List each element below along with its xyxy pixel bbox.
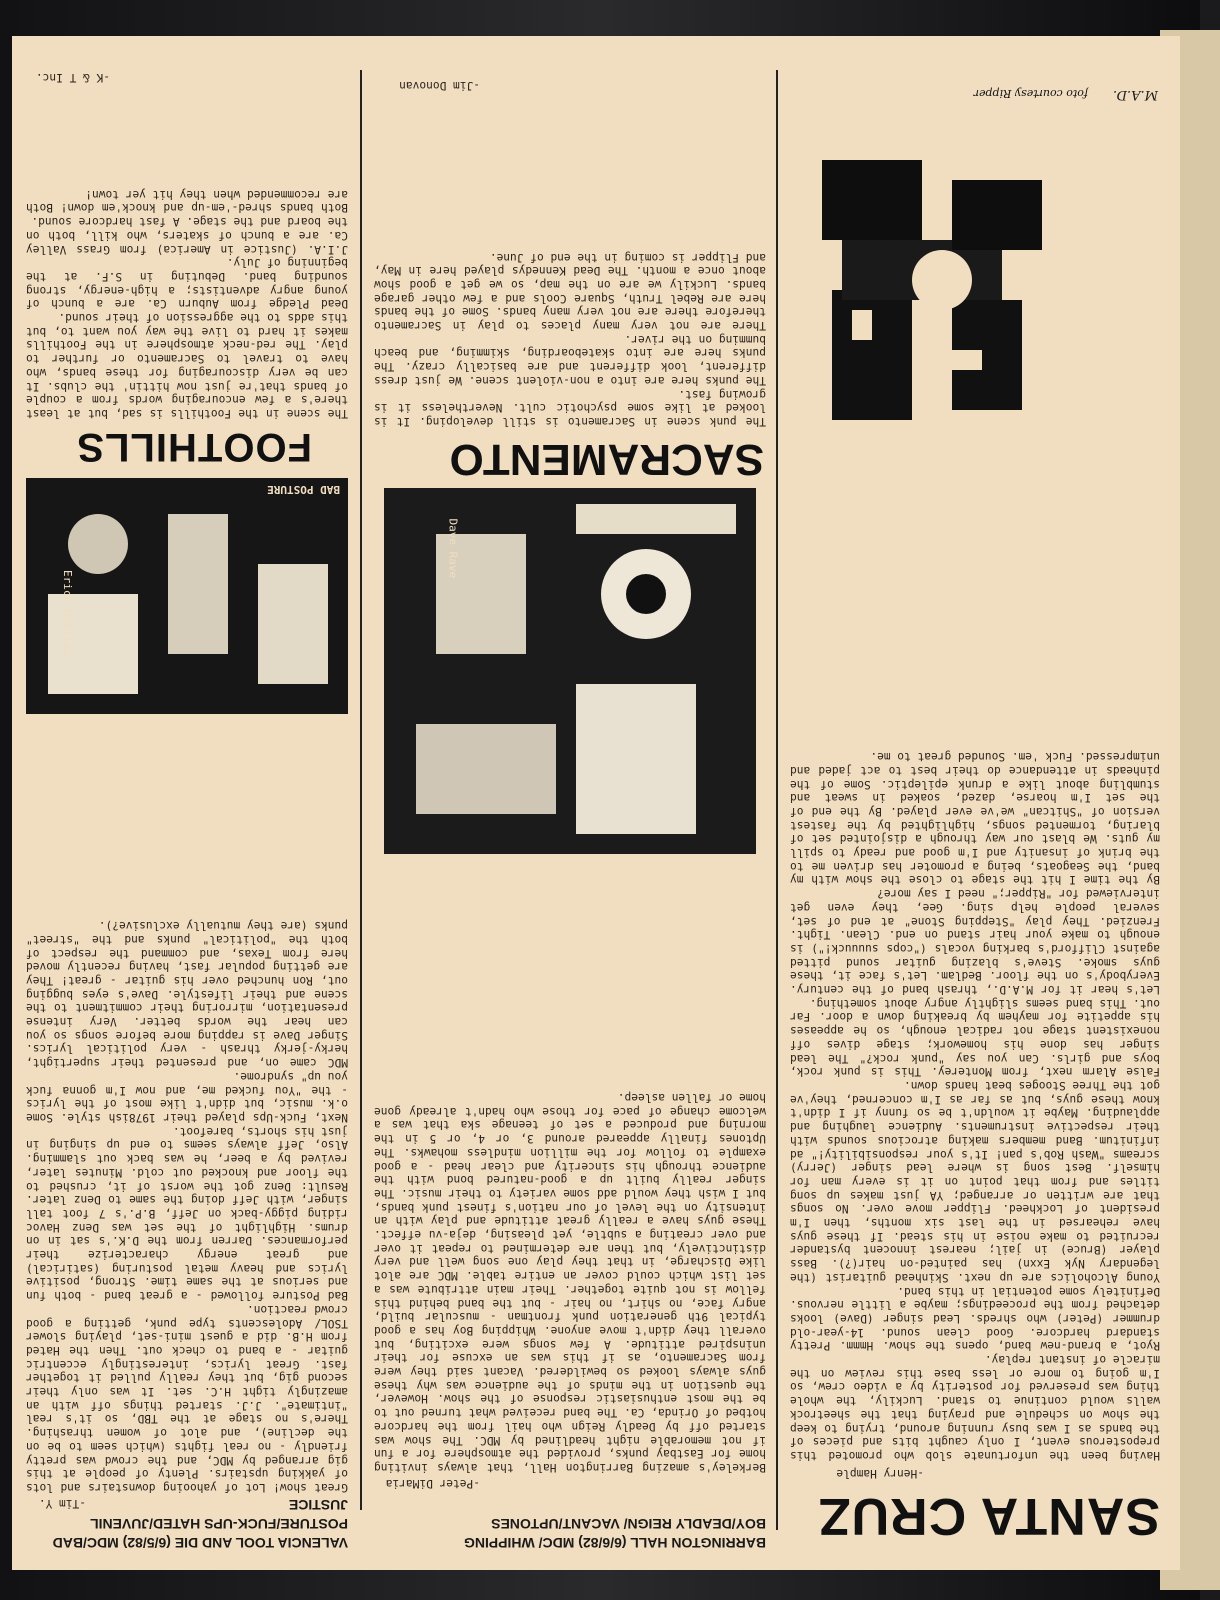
mad-photo	[798, 144, 1062, 430]
valencia-byline: -Tim Y.	[38, 1497, 86, 1510]
sacramento-byline: -Jim Donovan	[399, 79, 480, 92]
mad-photo-credit: foto courtesy Ripper	[973, 87, 1088, 100]
foothills-title: FOOTHILLS	[76, 425, 312, 469]
sacramento-title: SACRAMENTO	[449, 435, 764, 484]
bad-posture-credit-left: Erich Mueller	[61, 570, 74, 657]
sacramento-body: The punk scene in Sacramento is still developing. It is looked at like some psychotic cult. Nevertheless it is growing fast. The punks here are into a non-violent scene. We just dress different, look different and are basically crazy. The punks here are into skateboarding, skimming, and beach bumming on the river. There are not very many places to play in Sacramento therefore there are not very many bands. Some of the bands here are Rebel Truth, Square Cools and a few other garage bands. Luckily we are on the map, so we get a good show about once a month. The Dead Kennedys played here in May, and Flipper is coming in the end of June.	[374, 250, 766, 428]
valencia-header: VALENCIA TOOL AND DIE (6/5/82) MDC/BAD POSTURE/FUCK-UPS HATED/JUVENIL JUSTICE	[52, 1497, 348, 1551]
santa-cruz-title: SANTA CRUZ	[817, 1487, 1160, 1545]
barrington-body: Berkeley's amazing Barrington Hall, that always inviting home for Eastbay punks, provided the atmosphere for a fun if not memorable night headlined by MDC. The show was started off by Deadly Reign who hail from the hardcore hotbed of Orinda, Ca. The band received what turned out to be the most enthusiastic response of the show. However, the question in the minds of the audience was why these guys always looked so bewildered. Vacant said they were from Sacramento, as if this was an excuse for their uninspired attitude. A few songs were exciting, but overall they didn't move anyone. Whipping Boy has a good typical 9th generation punk frontman - muscular build, angry face, no shirt, no hair - but the band behind this fellow is not quite together. Their main attribute was a set list which could cover an entire table. MDC are alot like Discharge, in that they play one song well and very distinctively, but then are determined to repeat it over and over creating a subtle, yet pleasing, deja-vu effect. These guys have a really great attitude and play with an intensity on the level of our nation's finest punk bands, but I wish they would add some variety to their music. The singer really built up a good-natured bond with the audience through his sincerity and clear head - a good example to follow for the million mindless mohawks. The Uptones finally appeared around 3, or 4, or 5 in the morning and produced a set of teenage ska that was a welcome change of pace for those who hadn't already gone home or fallen asleep.	[367, 1091, 766, 1474]
dave-rave-image	[384, 488, 756, 854]
column-rule-right	[360, 70, 362, 1510]
foothills-body: The scene in the Foothills is sad, but at least there's a few encouraging words from a couple of bands that're just now hittin' the clubs. It can be very discouraging for these bands, who have to travel to Sacramento or further to play. The red-neck atmosphere in the Foothills makes it hard to live the way you want to, but this adds to the aggression of their sound. Dead Pledge from Auburn Ca. are a bunch of young angry adventists; a high-energy, strong sounding band. Debuting in S.F. at the beginning of July. J.I.A. (Justice in America) from Grass Valley Ca. are a bunch of skaters, who kill, both on the board and the stage. A fast hardcore sound. Both bands shred-'em-up and knock'em down! Both are recommended when they hit yer town!	[26, 187, 348, 420]
mad-caption: M.A.D.	[1112, 87, 1158, 102]
valencia-body: Great show! Lot of yahooing downstairs and lots of yakking upstairs. Plenty of people at this gig arranged by MDC, and the crowd was pretty friendly - no real fights (which seem to be on the decline), and alot of women thrashing. There's no stage at the TBD, so it's real "intimate". J.J. started things off with an amazingly tight H.C. set. It was only their second gig, but they really pulled it together fast. Great lyrics, interestingly eccentric guitar - a band to check out. Then the Hated from H.B. did a guest mini-set, playing slower TSOL/ Adolescents type punk, getting a good crowd reaction. Bad Posture followed - a great band - both fun and serious at the same time. Strong, positive lyrics and heavy metal posturing (satirical) and great energy characterize their performances. Darren from the D.K.'s sat in on drums. Highlight of the set was Denz Havoc riding piggy-back on Jeff, B.P.'s 7 foot tall singer, with Jeff doing the same to Denz later. Result: Denz got the worst of it, crushed to the floor and knocked out cold. Minutes later, revived by a beer, he was back out slamming. Also, Jeff always seems to end up singing in just his shorts, barefoot. Next, Fuck-Ups played their 1978ish style. Some o.k. music, but didn't like most of the lyrics - the "You fucked me, and now I'm gonna fuck you up" syndrome. MDC came on, and presented their supertight, herky-jerky thrash - very political lyrics. Singer Dave is rapping more before songs so you can hear the words better. Very intense presentation, mirroring their commitment to the scene and their lifestyle. Dave's eyes bugging out, Ron hunched over his guitar - great! They are getting popular fast, having recently moved here from Texas, and command the respect of both the "political" punks and the "street" punks (are they mutually exclusive?).	[26, 919, 348, 1494]
bad-posture-credit-right: BAD POSTURE	[267, 483, 340, 496]
zine-page	[12, 36, 1180, 1570]
mad-photo-image	[798, 144, 1062, 430]
bad-posture-image	[26, 478, 348, 714]
foothills-byline: -K & T Inc.	[35, 71, 110, 84]
dave-rave-photo	[384, 488, 756, 854]
barrington-header: BARRINGTON HALL (6/6/82) MDC/ WHIPPING BOY/DEADLY REIGN/ VACANT/UPTONES	[463, 1516, 766, 1551]
column-rule-left	[776, 70, 778, 1530]
dave-rave-credit: Dave Rave	[446, 518, 460, 579]
barrington-byline: -Peter DiMaria	[385, 1477, 480, 1490]
santa-cruz-byline: -Henry Hample	[836, 1467, 924, 1480]
santa-cruz-body: Having been the unfortunate slob who promoted this preposterous event, I only caught bits and pieces of the bands as I was busy running around, trying to keep the show on schedule and praying that the sheetrock walls would continue to stand. Luckily, the whole thing was preserved for posterity by a video crew, so I'm going to more or less base this review on the miracle of instant replay. Ryot, a brand-new band, opens the show. Hmmm. Pretty standard hardcore. Good clean sound. 14-year-old drummer (Peter) who shreds. Lead singer (Dave) looks detached from the proceedings; maybe a little nervous. Definitely some potential in this band. Young Alcoholics are up next. Skinhead guitarist (the legendary Nyk Exxn) has painted-on hair(?). Bass player (Bruce) in jail; nearest innocent bystander recruited to make noise in his stead. If these guys have rehearsed in the last six months, then I'm president of Lockheed. Flipper move over. No songs that are written or arranged; YA just makes up song titles and from that point on it is every man for himself. Best song is where lead singer (Jerry) screams "Wash Rob's pan! It's your responsibility!" ad infinitum. Band members making atrocious sounds with their respective instruments. Audience laughing and applauding. Maybe it wouldn't be so funny if I didn't know these guys, but as far as I'm concerned, they've got the Three Stooges beat hands down. False Alarm next, from Monterey. This is punk rock, boys and girls. Can you say "punk rock?" The lead singer has done his homework; stage dives off nonexistent stage not radical enough, so he appeases his appetite for mayhem by breaking down a door. Far out. This band seems slightly angry about something. Let's hear it for M.A.D., thrash band of the century. Everybody's on the floor. Bedlam. Let's face it, these guys smoke. Steve's blazing guitar sound pitted against Clifford's barking vocals ("cops suuuuck!") is enough to make your hair stand on end. Clean. Tight. Frenzied. They play "Stepping Stone" at end of set, several people help sing. Gee, they even get interviewed for "Ripper;" need I say more? By the time I hit the stage to close the show with my band, the Seagoats, being a promoter has driven me to the brink of insanity and I'm good and ready to spill my guts. We blast our way through a disjointed set of blaring, tormented songs, highlighted by the fastest version of "Shitcan" we've ever played. By the end of the set I'm hoarse, dazed, soaked in sweat and stumbling about like a drunk epileptic. Some of the pinheads in attendance do their best to act jaded and unimpressed. Fuck 'em. Sounded great to me.	[790, 750, 1160, 1462]
bad-posture-photo	[26, 478, 348, 714]
